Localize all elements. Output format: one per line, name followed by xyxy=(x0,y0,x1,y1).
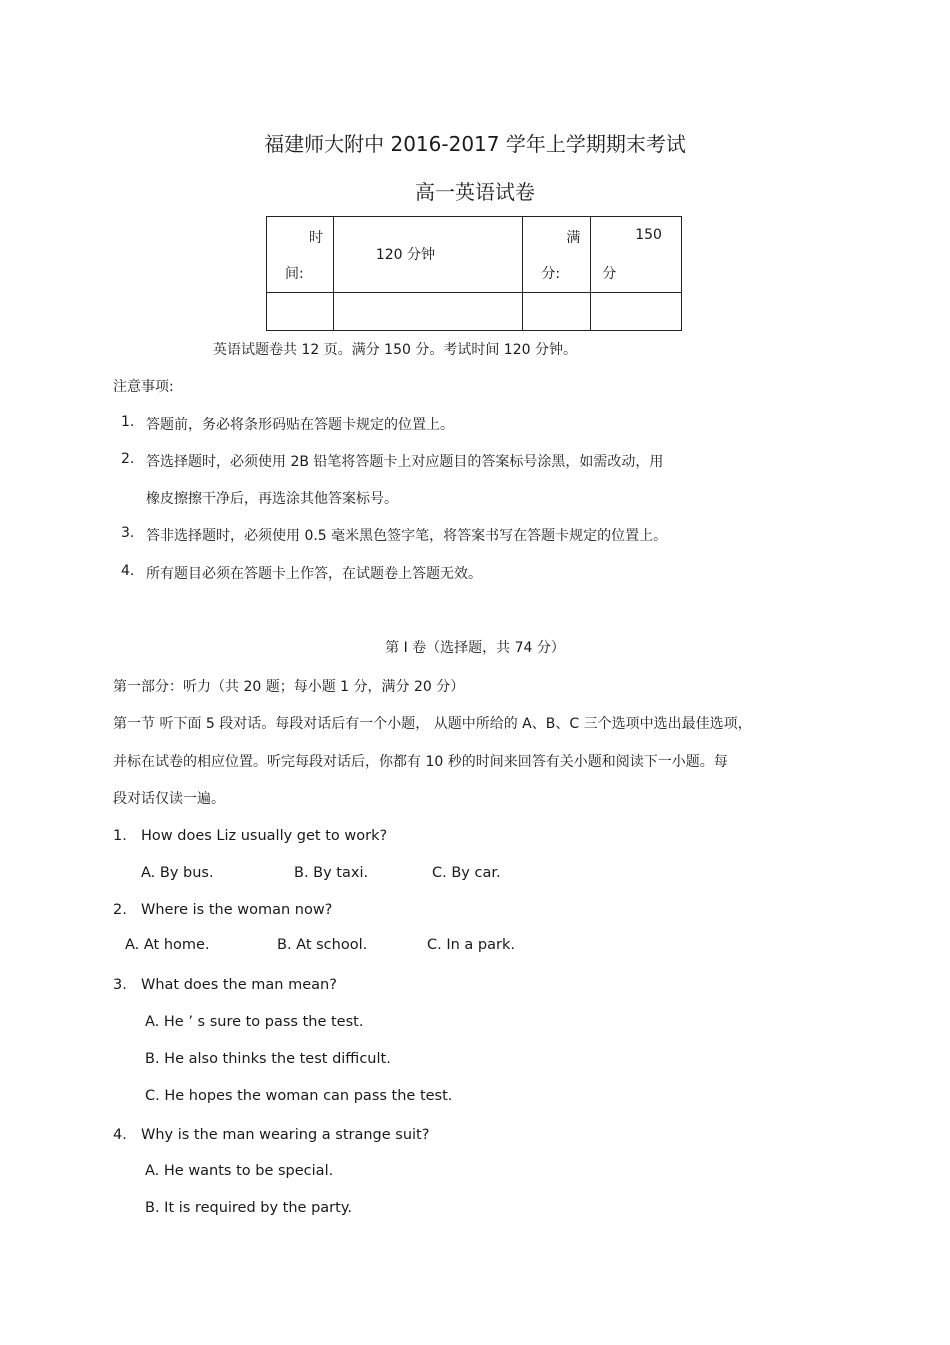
exam-subtitle: 高一英语试卷 xyxy=(415,180,535,204)
score-value-line2: 分 xyxy=(602,266,617,282)
answer-option: B. He also thinks the test difficult. xyxy=(145,1051,391,1067)
time-label-cell xyxy=(267,217,334,293)
notes-heading: 注意事项: xyxy=(113,379,174,395)
answer-option: A. He wants to be special. xyxy=(145,1163,334,1179)
question-number: 3. xyxy=(113,977,127,993)
note-number: 3. xyxy=(121,525,135,541)
volume-heading: 第 I 卷（选择题，共 74 分） xyxy=(385,640,565,656)
exam-info-table xyxy=(266,216,682,331)
blank-cell xyxy=(267,293,334,331)
time-label-line2: 间: xyxy=(285,266,304,282)
answer-option: C. In a park. xyxy=(427,937,515,953)
score-label-line2: 分: xyxy=(541,266,561,282)
answer-option: A. By bus. xyxy=(141,865,214,881)
blank-cell xyxy=(591,293,682,331)
note-text: 答选择题时，必须使用 2B 铅笔将答题卡上对应题目的答案标号涂黑，如需改动，用 xyxy=(146,454,664,470)
time-value: 120 分钟 xyxy=(375,247,435,263)
answer-option: B. At school. xyxy=(277,937,368,953)
answer-option: B. It is required by the party. xyxy=(145,1200,352,1216)
answer-option: B. By taxi. xyxy=(294,865,369,881)
instruction-line: 段对话仅读一遍。 xyxy=(113,791,225,807)
exam-title: 福建师大附中 2016-2017 学年上学期期末考试 xyxy=(264,132,686,156)
question-number: 1. xyxy=(113,828,127,844)
score-value-line1: 150 xyxy=(635,227,662,243)
note-text: 所有题目必须在答题卡上作答，在试题卷上答题无效。 xyxy=(146,566,482,582)
score-label-cell xyxy=(523,217,591,293)
question-text: Why is the man wearing a strange suit? xyxy=(141,1127,430,1143)
answer-option: C. By car. xyxy=(432,865,501,881)
question-number: 2. xyxy=(113,902,127,918)
instruction-line: 第一节 听下面 5 段对话。每段对话后有一个小题， 从题中所给的 A、B、C 三个选项中选出最佳选项， xyxy=(113,716,752,732)
blank-cell xyxy=(523,293,591,331)
note-number: 2. xyxy=(121,451,135,467)
time-value-cell xyxy=(333,217,523,293)
instruction-line: 并标在试卷的相应位置。听完每段对话后，你都有 10 秒的时间来回答有关小题和阅读下一小题。每 xyxy=(113,754,728,770)
question-number: 4. xyxy=(113,1127,127,1143)
note-number: 1. xyxy=(121,414,135,430)
note-number: 4. xyxy=(121,563,135,579)
question-text: Where is the woman now? xyxy=(141,902,333,918)
answer-option: A. He ’ s sure to pass the test. xyxy=(145,1014,364,1030)
question-text: What does the man mean? xyxy=(141,977,337,993)
note-text-continued: 橡皮擦擦干净后，再选涂其他答案标号。 xyxy=(146,491,398,507)
answer-option: A. At home. xyxy=(125,937,210,953)
question-text: How does Liz usually get to work? xyxy=(141,828,388,844)
blank-cell xyxy=(333,293,523,331)
note-text: 答题前，务必将条形码贴在答题卡规定的位置上。 xyxy=(146,417,454,433)
time-label-line1: 时 xyxy=(309,230,323,246)
part1-heading: 第一部分：听力（共 20 题；每小题 1 分，满分 20 分） xyxy=(113,679,465,695)
score-label-line1: 满 xyxy=(566,230,581,246)
score-value-cell xyxy=(591,217,682,293)
answer-option: C. He hopes the woman can pass the test. xyxy=(145,1088,453,1104)
note-text: 答非选择题时，必须使用 0.5 毫米黑色签字笔，将答案书写在答题卡规定的位置上。 xyxy=(146,528,668,544)
intro-text: 英语试题卷共 12 页。满分 150 分。考试时间 120 分钟。 xyxy=(213,342,577,358)
